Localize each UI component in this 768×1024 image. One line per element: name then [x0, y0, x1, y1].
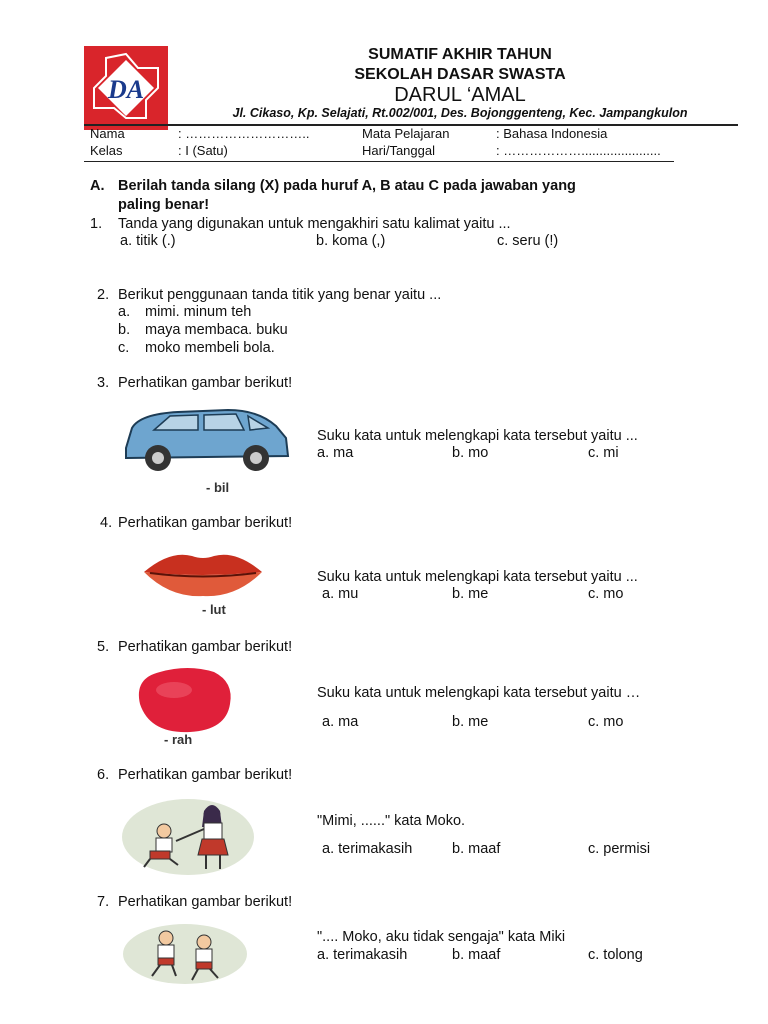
q5-text: Perhatikan gambar berikut!: [118, 639, 293, 655]
header-address: Jl. Cikaso, Kp. Selajati, Rt.002/001, Des. Bojonggenteng, Kec. Jampangkulon: [232, 106, 688, 120]
q6-option-b[interactable]: b. maaf: [452, 841, 501, 857]
q7-stem: ".... Moko, aku tidak sengaja" kata Miki: [317, 929, 566, 945]
q4-number: 4.: [100, 515, 113, 531]
q3-number: 3.: [97, 375, 110, 391]
value-kelas: : I (Satu): [178, 143, 228, 158]
header-school-name: DARUL ‘AMAL: [394, 84, 526, 106]
q1-text: Tanda yang digunakan untuk mengakhiri satu kalimat yaitu ...: [118, 216, 511, 232]
q3-option-b[interactable]: b. mo: [452, 445, 489, 461]
q4-stem: Suku kata untuk melengkapi kata tersebut yaitu ...: [317, 569, 638, 585]
q4-text: Perhatikan gambar berikut!: [118, 515, 293, 531]
q2-number: 2.: [97, 287, 110, 303]
q7-number: 7.: [97, 894, 110, 910]
label-hari: Hari/Tanggal: [362, 143, 435, 158]
q5-option-b[interactable]: b. me: [452, 714, 489, 730]
value-hari: : ………………......................: [496, 143, 661, 158]
q7-option-b[interactable]: b. maaf: [452, 947, 501, 963]
school-logo: [84, 46, 168, 130]
q1-number: 1.: [90, 216, 103, 232]
q6-text: Perhatikan gambar berikut!: [118, 767, 293, 783]
q2-option-a-letter: a.: [118, 304, 131, 320]
header-school-type: SEKOLAH DASAR SWASTA: [354, 66, 566, 83]
children-bumping-image: [120, 920, 250, 986]
value-nama: : ………………………..: [178, 126, 310, 141]
children-helping-image: [120, 793, 256, 877]
lips-image: [140, 548, 266, 598]
q4-option-c[interactable]: c. mo: [588, 586, 624, 602]
q6-option-c[interactable]: c. permisi: [588, 841, 651, 857]
label-kelas: Kelas: [90, 143, 123, 158]
q2-option-c-letter: c.: [118, 340, 130, 356]
logo-lettering: DA: [107, 75, 145, 104]
q4-caption: - lut: [202, 602, 226, 617]
q6-stem: "Mimi, ......" kata Moko.: [317, 813, 466, 829]
q5-stem: Suku kata untuk melengkapi kata tersebut yaitu …: [317, 685, 641, 701]
section-instruction-cont: paling benar!: [118, 197, 210, 213]
label-nama: Nama: [90, 126, 125, 141]
q2-option-c[interactable]: moko membeli bola.: [145, 340, 275, 356]
blood-drop-image: [130, 664, 240, 736]
q3-text: Perhatikan gambar berikut!: [118, 375, 293, 391]
q3-stem: Suku kata untuk melengkapi kata tersebut yaitu ...: [317, 428, 638, 444]
q3-option-a[interactable]: a. ma: [317, 445, 354, 461]
q7-option-a[interactable]: a. terimakasih: [317, 947, 408, 963]
q6-number: 6.: [97, 767, 110, 783]
section-letter: A.: [90, 178, 105, 194]
q2-option-b-letter: b.: [118, 322, 131, 338]
q6-option-a[interactable]: a. terimakasih: [322, 841, 413, 857]
q4-option-a[interactable]: a. mu: [322, 586, 359, 602]
car-image: [118, 400, 296, 478]
q4-option-b[interactable]: b. me: [452, 586, 489, 602]
q5-option-a[interactable]: a. ma: [322, 714, 359, 730]
q1-option-b[interactable]: b. koma (,): [316, 233, 386, 249]
label-mapel: Mata Pelajaran: [362, 126, 450, 141]
q7-text: Perhatikan gambar berikut!: [118, 894, 293, 910]
info-divider: [84, 161, 674, 162]
q2-option-a[interactable]: mimi. minum teh: [145, 304, 252, 320]
q1-option-a[interactable]: a. titik (.): [120, 233, 176, 249]
q3-option-c[interactable]: c. mi: [588, 445, 619, 461]
q3-caption: - bil: [206, 480, 230, 495]
q5-number: 5.: [97, 639, 110, 655]
value-mapel: : Bahasa Indonesia: [496, 126, 608, 141]
q5-option-c[interactable]: c. mo: [588, 714, 624, 730]
q1-option-c[interactable]: c. seru (!): [497, 233, 559, 249]
q2-text: Berikut penggunaan tanda titik yang benar yaitu ...: [118, 287, 442, 303]
section-instruction: Berilah tanda silang (X) pada huruf A, B atau C pada jawaban yang: [118, 178, 576, 194]
q7-option-c[interactable]: c. tolong: [588, 947, 643, 963]
header-title: SUMATIF AKHIR TAHUN: [368, 46, 552, 63]
q2-option-b[interactable]: maya membaca. buku: [145, 322, 288, 338]
q5-caption: - rah: [164, 732, 193, 747]
